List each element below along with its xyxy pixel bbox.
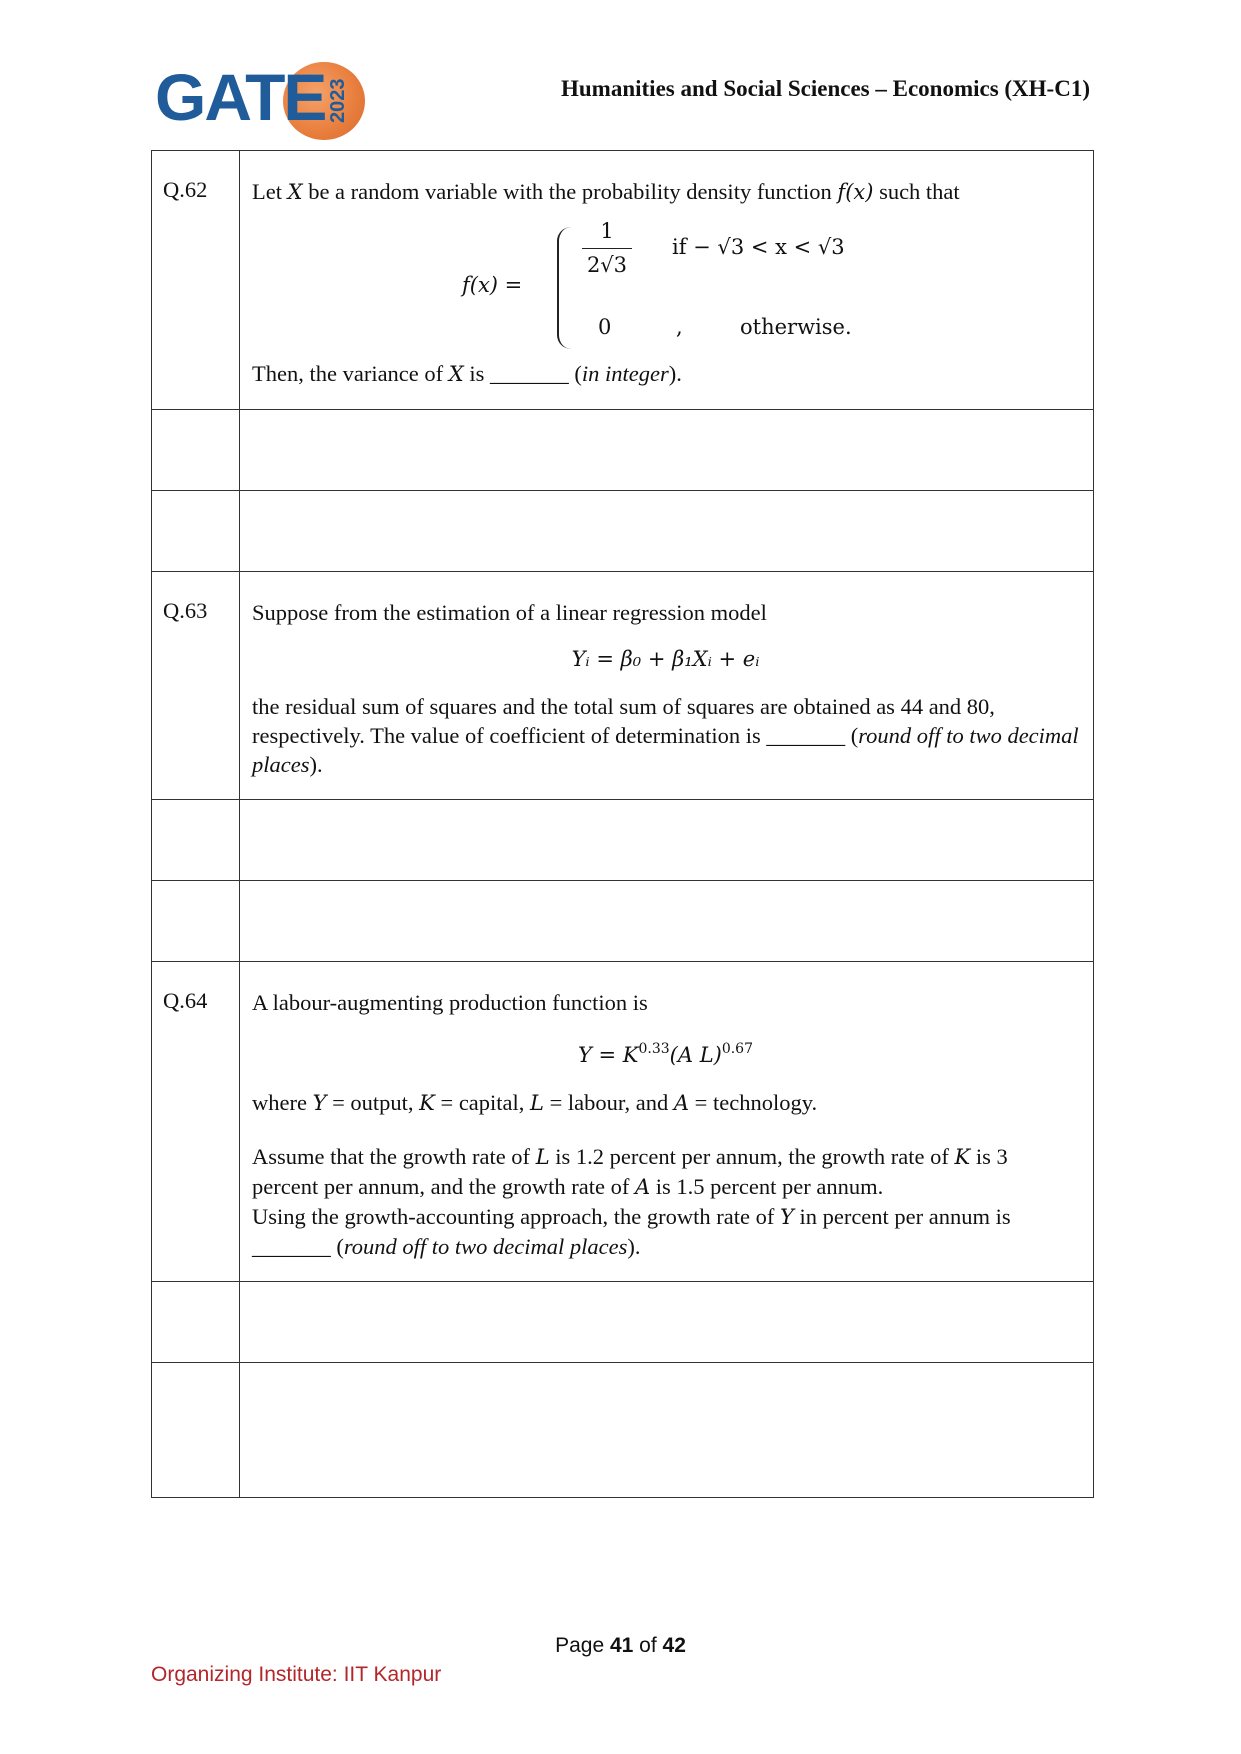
question-intro: Suppose from the estimation of a linear regression model xyxy=(252,600,767,625)
answer-row xyxy=(152,881,1094,962)
pdf-equation xyxy=(252,215,1079,355)
question-row-63 xyxy=(152,572,1094,800)
answer-row xyxy=(152,1363,1094,1498)
gate-logo xyxy=(155,60,365,140)
question-body xyxy=(240,151,1094,410)
pdf-zero: 0 xyxy=(598,315,612,339)
question-body xyxy=(240,572,1094,800)
question-text: Using the growth-accounting approach, the growth rate of Y in percent per annum is _______ (round off to two decimal places). xyxy=(252,1204,1011,1259)
assumptions: Assume that the growth rate of L is 1.2 percent per annum, the growth rate of K is 3 percent per annum, and the growth rate of A is 1.5 percent per annum. xyxy=(252,1144,1008,1199)
question-text: the residual sum of squares and the total sum of squares are obtained as 44 and 80, respectively. The value of coefficient of determination is _______ (round off to two decimal places). xyxy=(252,694,1079,777)
pdf-comma: , xyxy=(676,315,683,339)
question-table xyxy=(151,150,1094,1498)
question-row-62 xyxy=(152,151,1094,410)
fraction: $\frac{1}{2√3}$ xyxy=(582,217,632,280)
pdf-otherwise: otherwise. xyxy=(740,315,852,339)
question-body xyxy=(240,962,1094,1282)
pdf-lhs: f(x) = xyxy=(462,273,523,297)
page-number: Page 41 of 42 xyxy=(555,1634,686,1657)
answer-row xyxy=(152,800,1094,881)
question-ask: Then, the variance of X is _______ (in integer). xyxy=(252,361,682,386)
brace xyxy=(557,227,573,349)
question-number: Q.63 xyxy=(152,572,240,800)
header-title: Humanities and Social Sciences – Economics (XH-C1) xyxy=(561,76,1090,101)
answer-row xyxy=(152,491,1094,572)
pdf-condition: if − √3 < x < √3 xyxy=(672,235,845,259)
variable-definitions: where Y = output, K = capital, L = labour, and A = technology. xyxy=(252,1090,818,1115)
logo-word: GATE xyxy=(155,60,326,134)
answer-row xyxy=(152,1282,1094,1363)
question-number: Q.62 xyxy=(152,151,240,410)
logo-year: 2023 xyxy=(327,78,349,124)
question-intro: Let X be a random variable with the probability density function f(x) such that xyxy=(252,179,960,204)
question-number: Q.64 xyxy=(152,962,240,1282)
question-row-64 xyxy=(152,962,1094,1282)
question-intro: A labour-augmenting production function is xyxy=(252,990,648,1015)
regression-equation: Yᵢ = β₀ + β₁Xᵢ + eᵢ xyxy=(571,647,760,671)
production-function: $Y = K^{0.33}(A$ L)$^{0.67}$ xyxy=(577,1041,753,1067)
organizing-institute: Organizing Institute: IIT Kanpur xyxy=(151,1663,442,1686)
answer-row xyxy=(152,410,1094,491)
